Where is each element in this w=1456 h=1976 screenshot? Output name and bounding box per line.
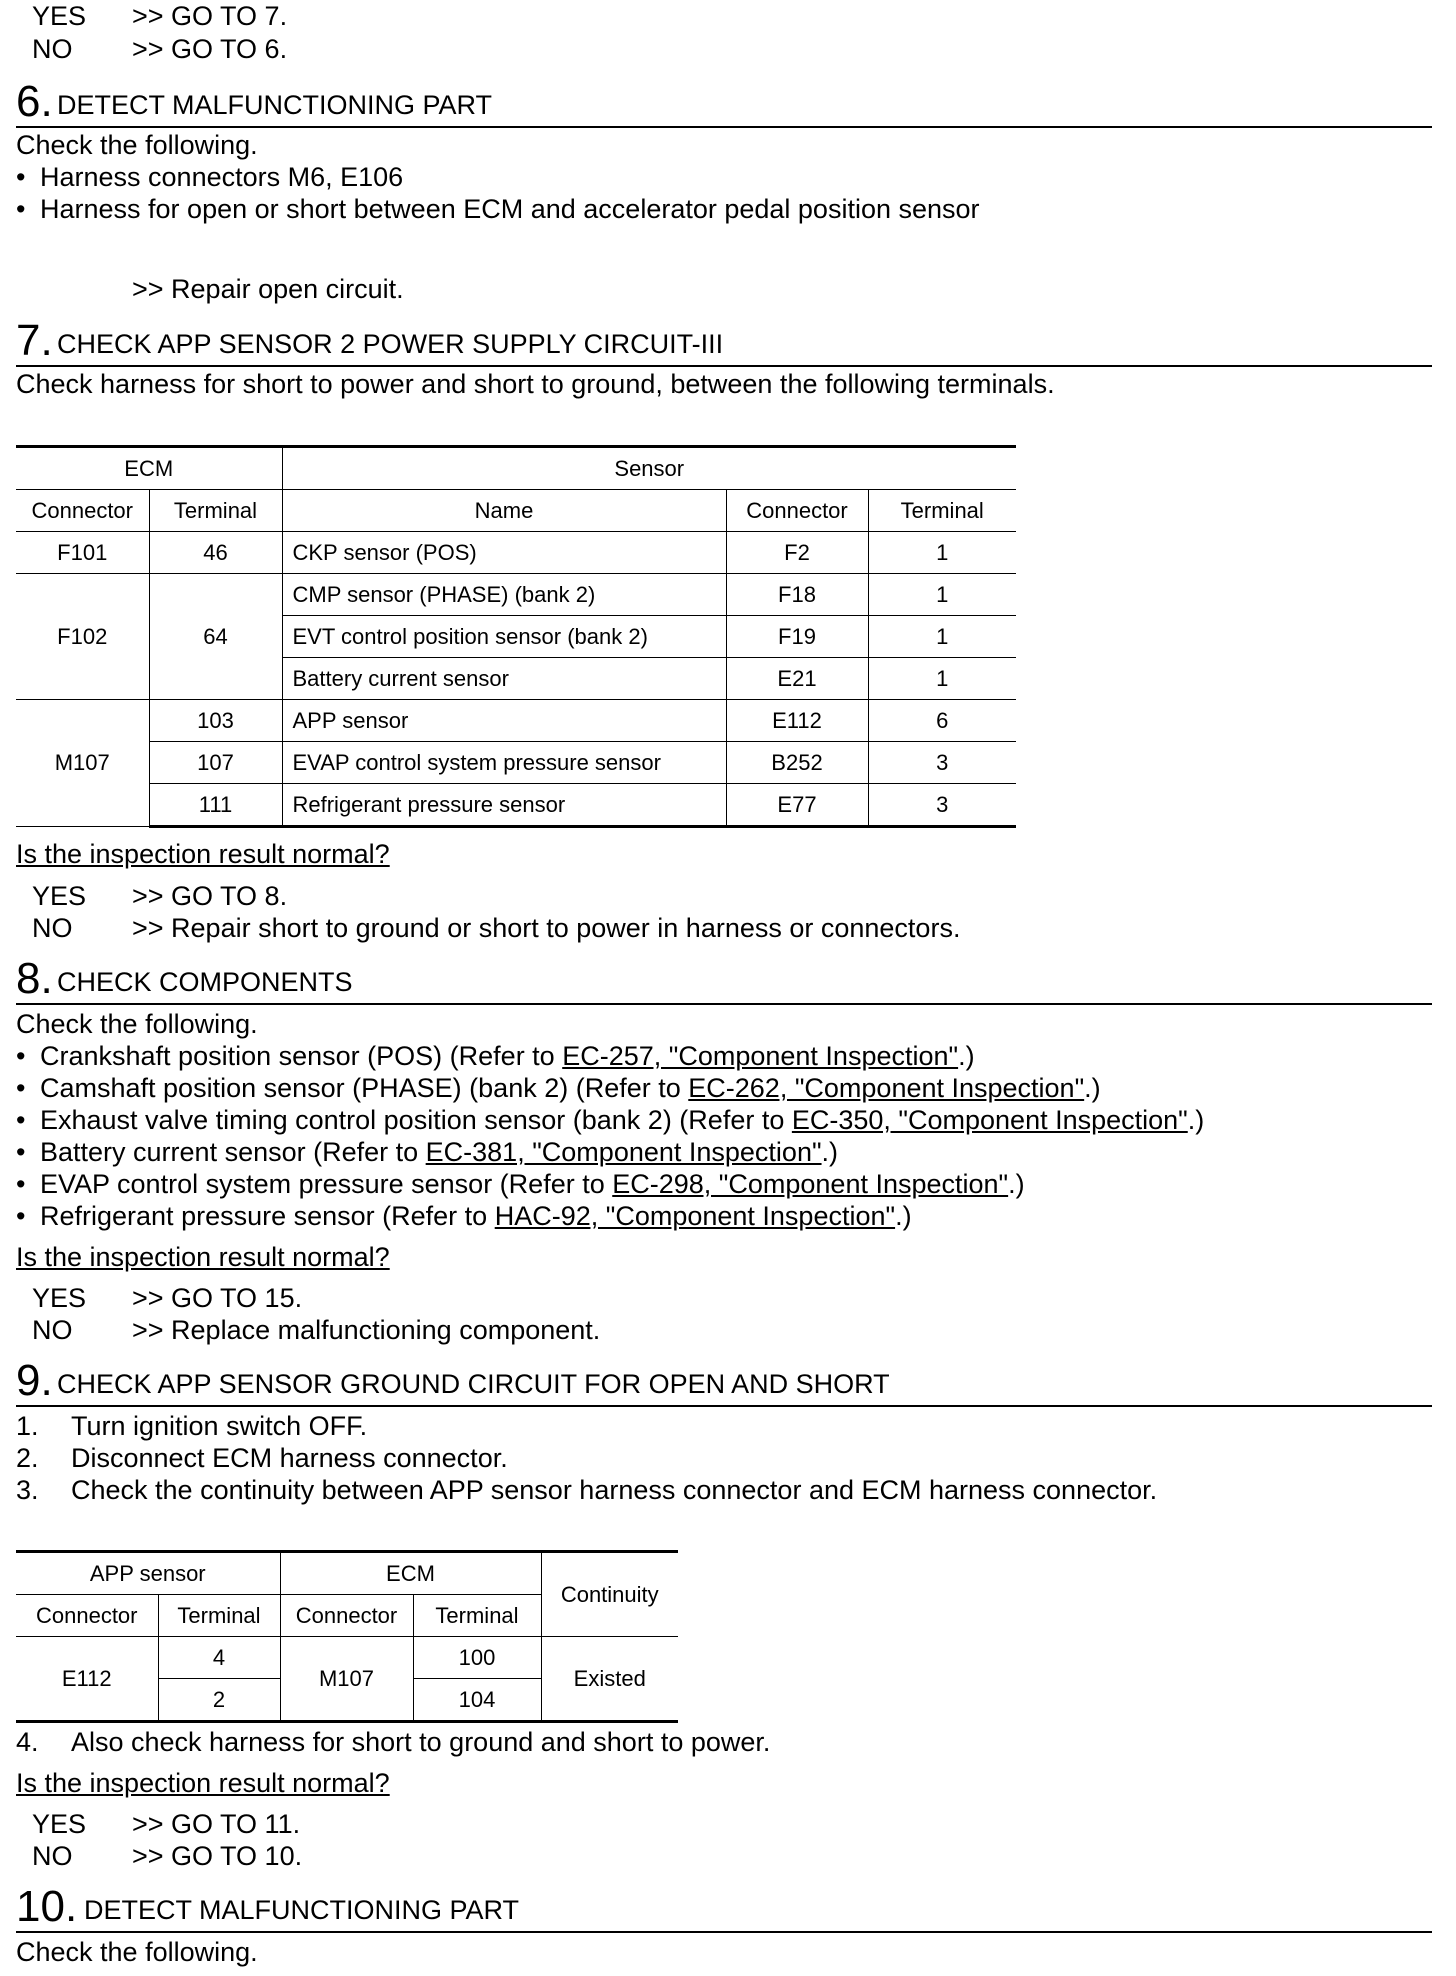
table-row: 111 Refrigerant pressure sensor E77 3	[16, 784, 1016, 827]
table-row: F101 46 CKP sensor (POS) F2 1	[16, 532, 1016, 574]
table-row: Battery current sensor E21 1	[16, 658, 1016, 700]
table-row: F102 64 CMP sensor (PHASE) (bank 2) F18 1	[16, 574, 1016, 616]
table-row: E112 4 M107 100 Existed	[16, 1637, 678, 1679]
step-8-intro: Check the following.	[16, 1009, 258, 1039]
table-header: Terminal	[413, 1595, 541, 1637]
table-row: EVT control position sensor (bank 2) F19 1	[16, 616, 1016, 658]
table-header: APP sensor	[16, 1552, 280, 1595]
step-6-header	[16, 77, 1432, 128]
continuity-table	[16, 1550, 678, 1723]
table-row: 107 EVAP control system pressure sensor B252 3	[16, 742, 1016, 784]
reference-link[interactable]: HAC-92, "Component Inspection"	[494, 1201, 896, 1231]
step-title: CHECK APP SENSOR GROUND CIRCUIT FOR OPEN AND SHORT	[57, 1369, 890, 1399]
step-title: DETECT MALFUNCTIONING PART	[57, 90, 493, 120]
reference-link[interactable]: EC-381, "Component Inspection"	[425, 1137, 822, 1167]
no-label: NO	[32, 34, 73, 64]
step-title: CHECK COMPONENTS	[57, 967, 353, 997]
yes-label: YES	[32, 1, 87, 31]
step-8-question: Is the inspection result normal?	[16, 1242, 390, 1272]
reference-link[interactable]: EC-298, "Component Inspection"	[612, 1169, 1009, 1199]
reference-link[interactable]: EC-257, "Component Inspection"	[562, 1041, 959, 1071]
step-number: 8.	[16, 954, 53, 1003]
step-title: CHECK APP SENSOR 2 POWER SUPPLY CIRCUIT-III	[57, 329, 724, 359]
table-header: Connector	[16, 490, 149, 532]
table-header: Terminal	[868, 490, 1016, 532]
step-10-intro: Check the following.	[16, 1937, 258, 1967]
step-number: 6.	[16, 77, 53, 126]
table-header: ECM	[16, 447, 282, 490]
step-number: 9.	[16, 1356, 53, 1405]
step-6-intro: Check the following.	[16, 130, 258, 160]
table-row: 2 104	[16, 1679, 678, 1722]
table-header: Name	[282, 490, 726, 532]
step-number: 10.	[16, 1882, 78, 1931]
step-7-header	[16, 316, 1432, 367]
yes-action: >> GO TO 7.	[132, 1, 288, 31]
step-10-header	[16, 1882, 1432, 1933]
table-header: ECM	[280, 1552, 541, 1595]
step-title: DETECT MALFUNCTIONING PART	[84, 1895, 520, 1925]
table-header: Continuity	[541, 1552, 678, 1637]
step-number: 7.	[16, 316, 53, 365]
table-header: Connector	[16, 1595, 158, 1637]
step-8-header	[16, 954, 1432, 1005]
table-header: Connector	[280, 1595, 413, 1637]
no-action: >> GO TO 6.	[132, 34, 288, 64]
step-7-intro: Check harness for short to power and short to ground, between the following terminals.	[16, 369, 1055, 399]
table-header: Connector	[726, 490, 868, 532]
step-9-header	[16, 1356, 1432, 1407]
table-header: Terminal	[149, 490, 282, 532]
table-row: M107 103 APP sensor E112 6	[16, 700, 1016, 742]
step-7-question: Is the inspection result normal?	[16, 839, 390, 869]
terminal-table	[16, 445, 1016, 828]
step-9-question: Is the inspection result normal?	[16, 1768, 390, 1798]
table-header: Sensor	[282, 447, 1016, 490]
reference-link[interactable]: EC-350, "Component Inspection"	[791, 1105, 1188, 1135]
step-6-action: >> Repair open circuit.	[132, 274, 404, 304]
table-header: Terminal	[158, 1595, 280, 1637]
reference-link[interactable]: EC-262, "Component Inspection"	[688, 1073, 1085, 1103]
